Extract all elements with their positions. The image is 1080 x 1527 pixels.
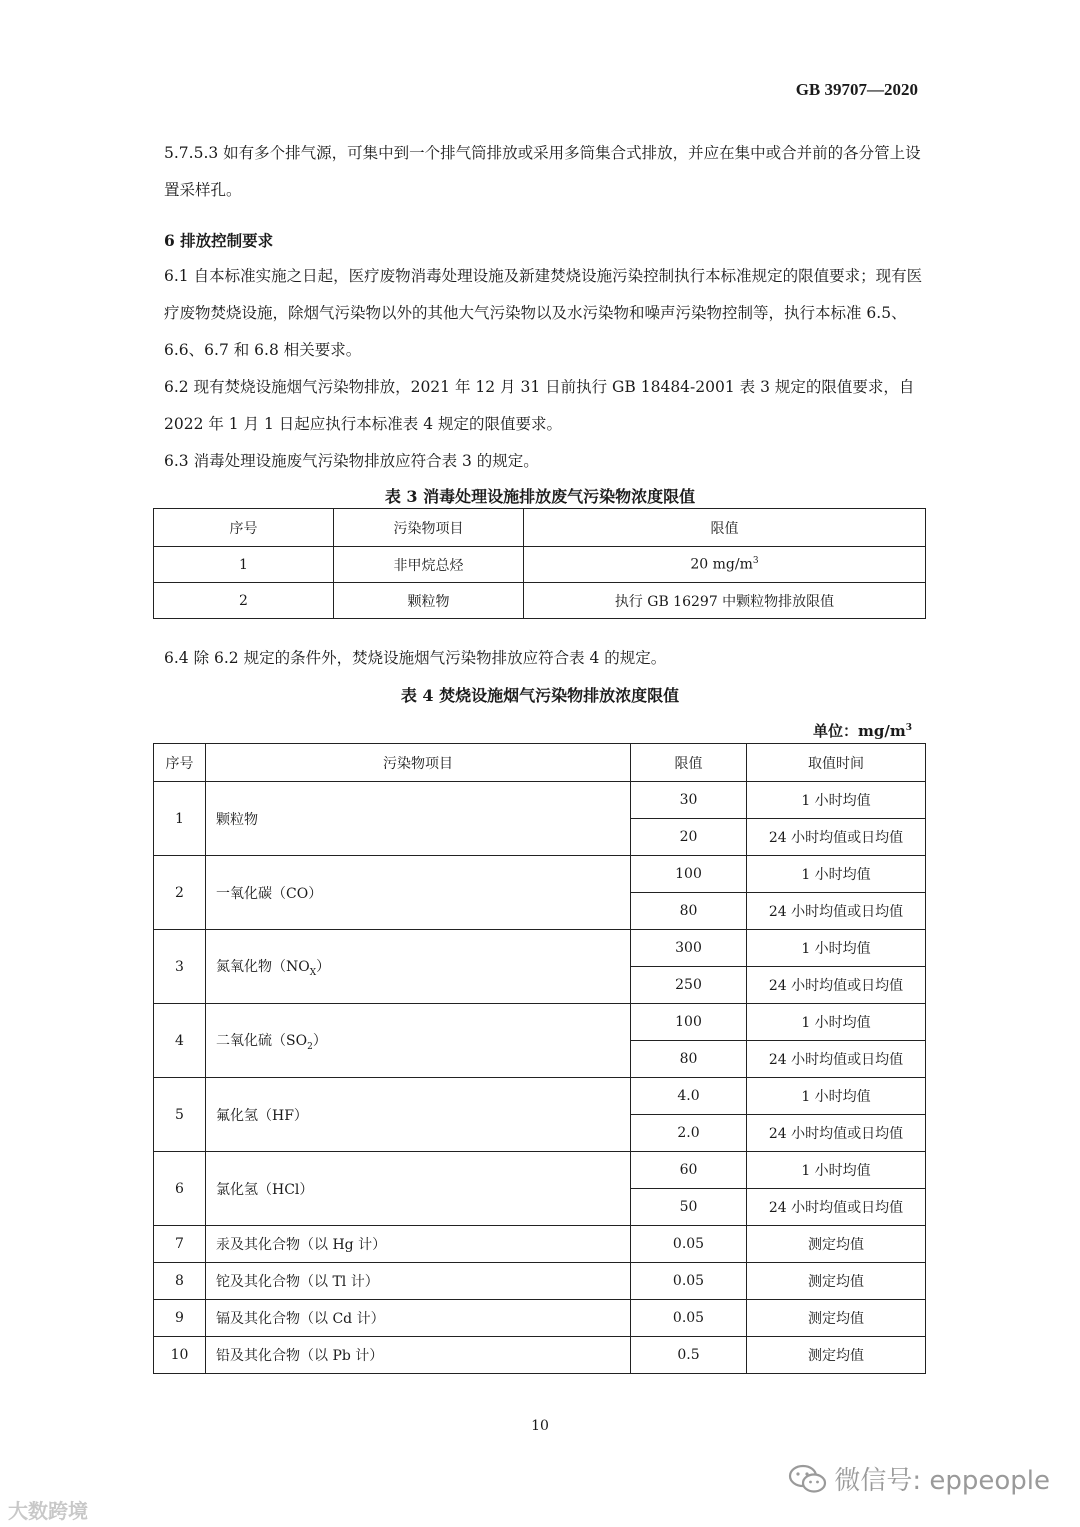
- table4-cell-item: 汞及其化合物（以 Hg 计）: [206, 1226, 631, 1263]
- table3: [153, 508, 926, 619]
- table4-cell-no: 4: [154, 1004, 206, 1078]
- table4-header-limit: 限值: [631, 744, 747, 782]
- table4-cell-no: 8: [154, 1263, 206, 1300]
- table3-cell-item: 非甲烷总烃: [334, 547, 524, 583]
- table4-cell-time: 测定均值: [747, 1337, 926, 1374]
- table4-cell-limit: 300: [631, 930, 747, 967]
- table4-cell-no: 5: [154, 1078, 206, 1152]
- paragraph-6-4: 6.4 除 6.2 规定的条件外，焚烧设施烟气污染物排放应符合表 4 的规定。: [164, 649, 667, 667]
- table4-cell-time: 测定均值: [747, 1300, 926, 1337]
- table4-cell-time: 1 小时均值: [747, 856, 926, 893]
- table3-cell-no: 2: [154, 583, 334, 619]
- page-number: 10: [531, 1418, 549, 1434]
- table4-cell-time: 1 小时均值: [747, 1004, 926, 1041]
- table4-cell-item: 铅及其化合物（以 Pb 计）: [206, 1337, 631, 1374]
- table4-cell-limit: 2.0: [631, 1115, 747, 1152]
- table-row: [154, 1337, 926, 1374]
- table4-cell-time: 24 小时均值或日均值: [747, 893, 926, 930]
- paragraph-6-1: 6.1 自本标准实施之日起，医疗废物消毒处理设施及新建焚烧设施污染控制执行本标准规定的限值要求；现有医疗废物焚烧设施，除烟气污染物以外的其他大气污染物以及水污染物和噪声污染物控制等，执行本标准 6.5、6.6、6.7 和 6.8 相关要求。: [164, 267, 923, 359]
- paragraph-6-2: 6.2 现有焚烧设施烟气污染物排放，2021 年 12 月 31 日前执行 GB 18484-2001 表 3 规定的限值要求，自 2022 年 1 月 1 日起应执行本标准表 4 规定的限值要求。: [164, 378, 915, 433]
- watermark-left: 大数跨境: [8, 1499, 88, 1523]
- table4-cell-time: 测定均值: [747, 1263, 926, 1300]
- table4-cell-item: 铊及其化合物（以 Tl 计）: [206, 1263, 631, 1300]
- table4-cell-no: 6: [154, 1152, 206, 1226]
- table-row: [154, 1004, 926, 1041]
- watermark-right: [788, 1460, 1050, 1497]
- table3-header-limit: 限值: [524, 509, 926, 547]
- watermark-right-text: 微信号: eppeople: [834, 1466, 1050, 1496]
- table3-header-no: 序号: [154, 509, 334, 547]
- table4-cell-item: 颗粒物: [206, 782, 631, 856]
- table4-cell-item: 二氧化硫$(SO_2)$: [206, 1004, 631, 1078]
- table4-header-item: 污染物项目: [206, 744, 631, 782]
- table4-cell-limit: 20: [631, 819, 747, 856]
- table4-cell-time: 24 小时均值或日均值: [747, 967, 926, 1004]
- table4-cell-time: 1 小时均值: [747, 1152, 926, 1189]
- table4-unit: 单位：$mg/m^3$: [813, 722, 912, 740]
- table-row: [154, 1263, 926, 1300]
- table3-cell-item: 颗粒物: [334, 583, 524, 619]
- table4-cell-limit: 50: [631, 1189, 747, 1226]
- table4-cell-time: 24 小时均值或日均值: [747, 819, 926, 856]
- table4-header-time: 取值时间: [747, 744, 926, 782]
- paragraph-6-3: 6.3 消毒处理设施废气污染物排放应符合表 3 的规定。: [164, 452, 539, 470]
- table4-cell-item: 镉及其化合物（以 Cd 计）: [206, 1300, 631, 1337]
- table-row: [154, 782, 926, 819]
- paragraph-5-7-5-3: 5.7.5.3 如有多个排气源，可集中到一个排气筒排放或采用多筒集合式排放，并应在集中或合并前的各分管上设置采样孔。: [164, 144, 921, 199]
- table3-cell-no: 1: [154, 547, 334, 583]
- table4-cell-limit: 4.0: [631, 1078, 747, 1115]
- table4-cell-item: 氮氧化物$(NO_X)$: [206, 930, 631, 1004]
- table4-cell-limit: 0.05: [631, 1263, 747, 1300]
- table4-cell-limit: 60: [631, 1152, 747, 1189]
- wechat-icon: [788, 1463, 828, 1495]
- table4-cell-item: 氯化氢（HCl）: [206, 1152, 631, 1226]
- table4-cell-no: 7: [154, 1226, 206, 1263]
- table4-cell-time: 1 小时均值: [747, 782, 926, 819]
- table-row: [154, 1078, 926, 1115]
- table4-cell-limit: 100: [631, 856, 747, 893]
- table4-cell-limit: 30: [631, 782, 747, 819]
- table4-cell-no: 9: [154, 1300, 206, 1337]
- table-row: [154, 1300, 926, 1337]
- table4-header-no: 序号: [154, 744, 206, 782]
- table4-cell-time: 24 小时均值或日均值: [747, 1115, 926, 1152]
- table3-cell-limit: 执行 GB 16297 中颗粒物排放限值: [524, 583, 926, 619]
- table4-cell-time: 24 小时均值或日均值: [747, 1189, 926, 1226]
- table4-cell-time: 1 小时均值: [747, 930, 926, 967]
- table3-header-item: 污染物项目: [334, 509, 524, 547]
- table4-cell-no: 10: [154, 1337, 206, 1374]
- table4-cell-limit: 250: [631, 967, 747, 1004]
- standard-code: GB 39707—2020: [795, 80, 918, 99]
- table4-cell-limit: 0.05: [631, 1300, 747, 1337]
- table4-cell-time: 24 小时均值或日均值: [747, 1041, 926, 1078]
- section-6-heading: 6 排放控制要求: [164, 231, 274, 250]
- table4-cell-time: 测定均值: [747, 1226, 926, 1263]
- table4-cell-no: 2: [154, 856, 206, 930]
- table4-cell-limit: 80: [631, 893, 747, 930]
- table3-cell-limit: 20 $mg/m^3$: [524, 547, 926, 583]
- table4-cell-no: 1: [154, 782, 206, 856]
- table-row: [154, 583, 926, 619]
- table4-cell-item: 氟化氢（HF）: [206, 1078, 631, 1152]
- table-row: [154, 547, 926, 583]
- table4-cell-limit: 80: [631, 1041, 747, 1078]
- table4: [153, 743, 926, 1374]
- table4-cell-limit: 100: [631, 1004, 747, 1041]
- table4-cell-no: 3: [154, 930, 206, 1004]
- table4-cell-limit: 0.5: [631, 1337, 747, 1374]
- table-row: [154, 930, 926, 967]
- table4-cell-time: 1 小时均值: [747, 1078, 926, 1115]
- table4-caption: 表 4 焚烧设施烟气污染物排放浓度限值: [400, 686, 680, 705]
- table-row: [154, 1226, 926, 1263]
- table4-cell-item: 一氧化碳（CO）: [206, 856, 631, 930]
- table3-caption: 表 3 消毒处理设施排放废气污染物浓度限值: [384, 487, 696, 506]
- table-row: [154, 856, 926, 893]
- table-row: [154, 1152, 926, 1189]
- table4-cell-limit: 0.05: [631, 1226, 747, 1263]
